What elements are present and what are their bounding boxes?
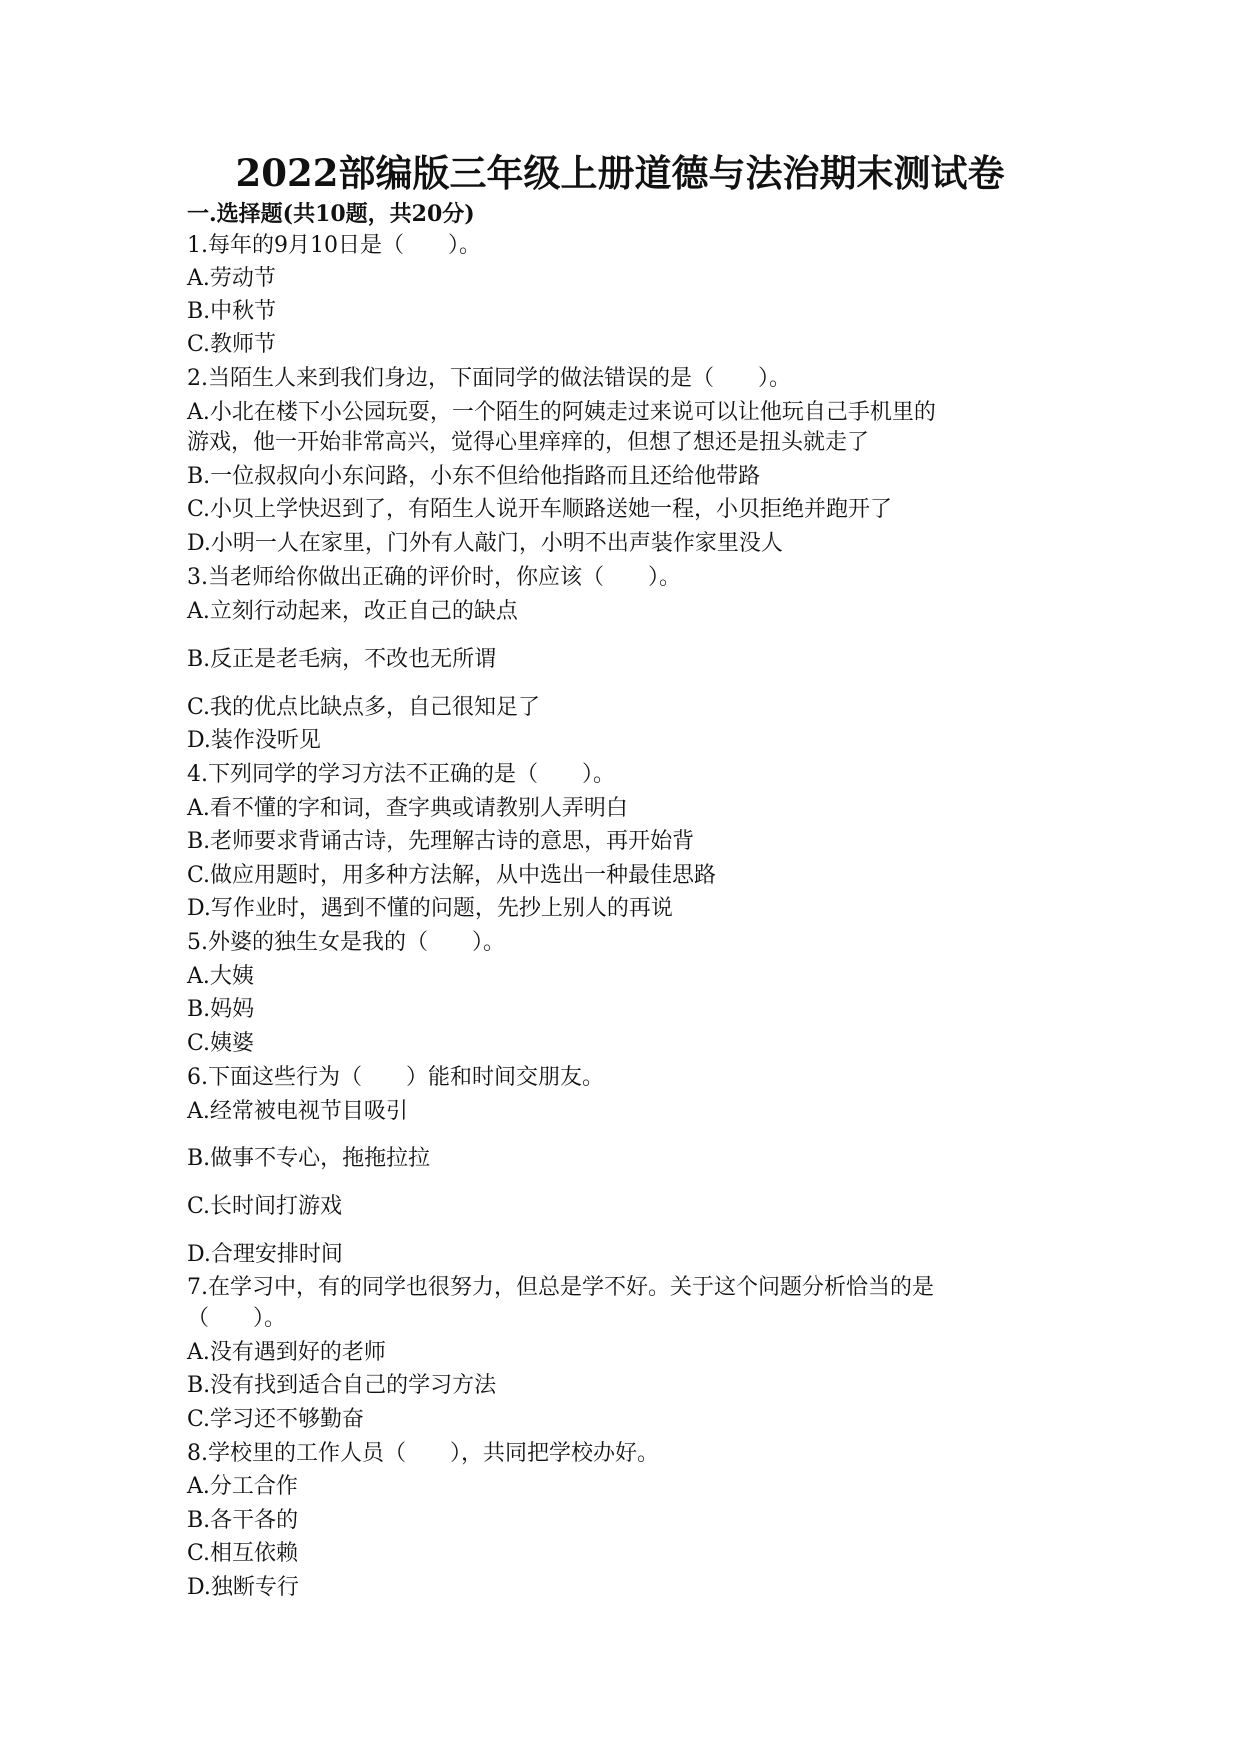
exam-title: 2022部编版三年级上册道德与法治期末测试卷 bbox=[235, 151, 1005, 195]
q3-option-d: D.装作没听见 bbox=[187, 728, 321, 753]
q4-option-d: D.写作业时，遇到不懂的问题，先抄上别人的再说 bbox=[187, 896, 673, 921]
q3-option-a: A.立刻行动起来，改正自己的缺点 bbox=[187, 599, 518, 624]
q7-option-a: A.没有遇到好的老师 bbox=[187, 1340, 386, 1365]
q2-option-b: B.一位叔叔向小东问路，小东不但给他指路而且还给他带路 bbox=[187, 464, 761, 489]
q6-option-a: A.经常被电视节目吸引 bbox=[187, 1099, 408, 1124]
question-8: 8.学校里的工作人员（ ），共同把学校办好。 bbox=[187, 1441, 659, 1466]
q1-option-a: A.劳动节 bbox=[187, 266, 276, 291]
question-2: 2.当陌生人来到我们身边，下面同学的做法错误的是（ ）。 bbox=[187, 366, 791, 391]
q5-option-a: A.大姨 bbox=[187, 964, 254, 989]
question-1: 1.每年的9月10日是（ ）。 bbox=[187, 233, 481, 258]
q2-option-a-continued: 游戏，他一开始非常高兴，觉得心里痒痒的，但想了想还是扭头就走了 bbox=[187, 430, 870, 455]
question-3: 3.当老师给你做出正确的评价时，你应该（ ）。 bbox=[187, 565, 681, 590]
q4-option-c: C.做应用题时，用多种方法解，从中选出一种最佳思路 bbox=[187, 863, 717, 888]
q3-option-b: B.反正是老毛病，不改也无所谓 bbox=[187, 647, 497, 672]
q7-option-c: C.学习还不够勤奋 bbox=[187, 1407, 365, 1432]
q3-option-c: C.我的优点比缺点多，自己很知足了 bbox=[187, 695, 541, 720]
q1-option-c: C.教师节 bbox=[187, 332, 277, 357]
q8-option-d: D.独断专行 bbox=[187, 1575, 299, 1600]
q6-option-b: B.做事不专心，拖拖拉拉 bbox=[187, 1146, 431, 1171]
q4-option-a: A.看不懂的字和词，查字典或请教别人弄明白 bbox=[187, 796, 628, 821]
q5-option-c: C.姨婆 bbox=[187, 1031, 255, 1056]
question-4: 4.下列同学的学习方法不正确的是（ ）。 bbox=[187, 762, 615, 787]
q8-option-a: A.分工合作 bbox=[187, 1474, 298, 1499]
q4-option-b: B.老师要求背诵古诗，先理解古诗的意思，再开始背 bbox=[187, 829, 695, 854]
q6-option-c: C.长时间打游戏 bbox=[187, 1194, 343, 1219]
question-6: 6.下面这些行为（ ）能和时间交朋友。 bbox=[187, 1065, 604, 1090]
q2-option-d: D.小明一人在家里，门外有人敲门，小明不出声装作家里没人 bbox=[187, 531, 783, 556]
q5-option-b: B.妈妈 bbox=[187, 997, 255, 1022]
section-heading: 一.选择题(共10题，共20分) bbox=[187, 201, 475, 227]
question-5: 5.外婆的独生女是我的（ ）。 bbox=[187, 930, 505, 955]
q6-option-d: D.合理安排时间 bbox=[187, 1242, 343, 1267]
q8-option-c: C.相互依赖 bbox=[187, 1541, 299, 1566]
q7-option-b: B.没有找到适合自己的学习方法 bbox=[187, 1373, 497, 1398]
question-7: 7.在学习中，有的同学也很努力，但总是学不好。关于这个问题分析恰当的是 bbox=[187, 1275, 934, 1300]
q2-option-c: C.小贝上学快迟到了，有陌生人说开车顺路送她一程，小贝拒绝并跑开了 bbox=[187, 497, 893, 522]
q8-option-b: B.各干各的 bbox=[187, 1508, 299, 1533]
q1-option-b: B.中秋节 bbox=[187, 299, 277, 324]
q2-option-a: A.小北在楼下小公园玩耍，一个陌生的阿姨走过来说可以让他玩自己手机里的 bbox=[187, 400, 936, 425]
question-7-continued: （ ）。 bbox=[187, 1306, 287, 1331]
